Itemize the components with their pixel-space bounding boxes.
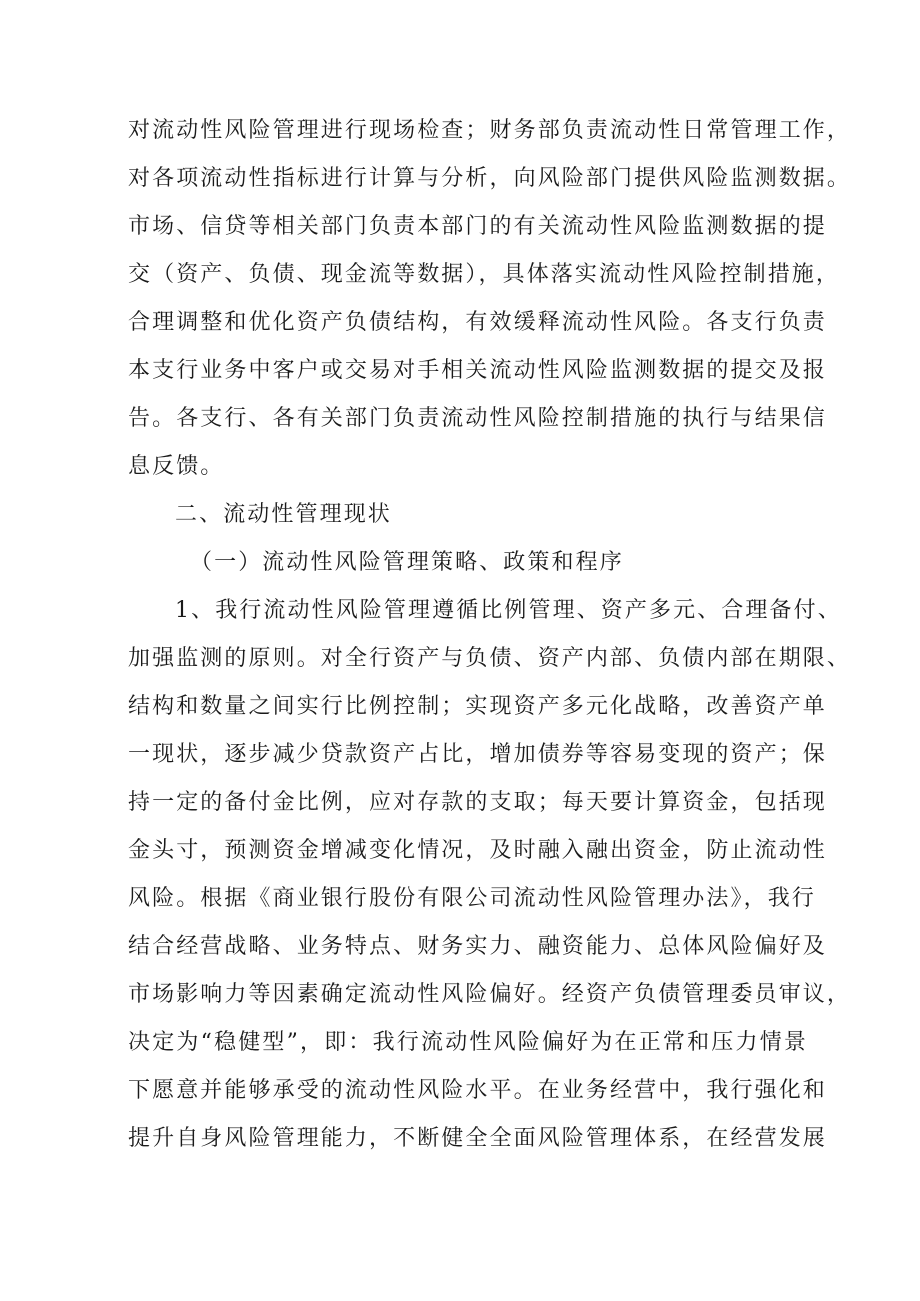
text-line: 对流动性风险管理进行现场检查；财务部负责流动性日常管理工作，: [128, 118, 852, 143]
text-line: 决定为“稳健型”，即：我行流动性风险偏好为在正常和压力情景: [128, 1030, 808, 1055]
text-line: 市场、信贷等相关部门负责本部门的有关流动性风险监测数据的提: [128, 214, 827, 239]
text-line: 结合经营战略、业务特点、财务实力、融资能力、总体风险偏好及: [128, 934, 827, 959]
text-line: 交（资产、负债、现金流等数据），具体落实流动性风险控制措施，: [128, 262, 841, 287]
document-body: [128, 107, 852, 1163]
paragraph-responsibilities: [128, 107, 852, 491]
text-line: 结构和数量之间实行比例控制；实现资产多元化战略，改善资产单: [128, 694, 827, 719]
text-line: 金头寸，预测资金增减变化情况，及时融入融出资金，防止流动性: [128, 838, 827, 863]
text-line: 息反馈。: [128, 454, 225, 479]
text-line: 本支行业务中客户或交易对手相关流动性风险监测数据的提交及报: [128, 358, 827, 383]
text-line: 一现状，逐步减少贷款资产占比，增加债券等容易变现的资产；保: [128, 742, 827, 767]
text-line: 持一定的备付金比例，应对存款的支取；每天要计算资金，包括现: [128, 790, 827, 815]
text-line: 加强监测的原则。对全行资产与负债、资产内部、负债内部在期限、: [128, 646, 852, 671]
text-line: 下愿意并能够承受的流动性风险水平。在业务经营中，我行强化和: [128, 1078, 827, 1103]
text-line: 1、我行流动性风险管理遵循比例管理、资产多元、合理备付、: [175, 598, 842, 623]
paragraph-strategy: [128, 587, 852, 1163]
text-line: 告。各支行、各有关部门负责流动性风险控制措施的执行与结果信: [128, 406, 827, 431]
subsection-heading: （一）流动性风险管理策略、政策和程序: [190, 550, 624, 575]
text-line: 提升自身风险管理能力，不断健全全面风险管理体系，在经营发展: [128, 1126, 827, 1151]
text-line: 对各项流动性指标进行计算与分析，向风险部门提供风险监测数据。: [128, 166, 852, 191]
text-line: 市场影响力等因素确定流动性风险偏好。经资产负债管理委员审议，: [128, 982, 852, 1007]
text-line: 合理调整和优化资产负债结构，有效缓释流动性风险。各支行负责: [128, 310, 827, 335]
section-heading: 二、流动性管理现状: [175, 502, 392, 527]
text-line: 风险。根据《商业银行股份有限公司流动性风险管理办法》，我行: [128, 886, 816, 911]
